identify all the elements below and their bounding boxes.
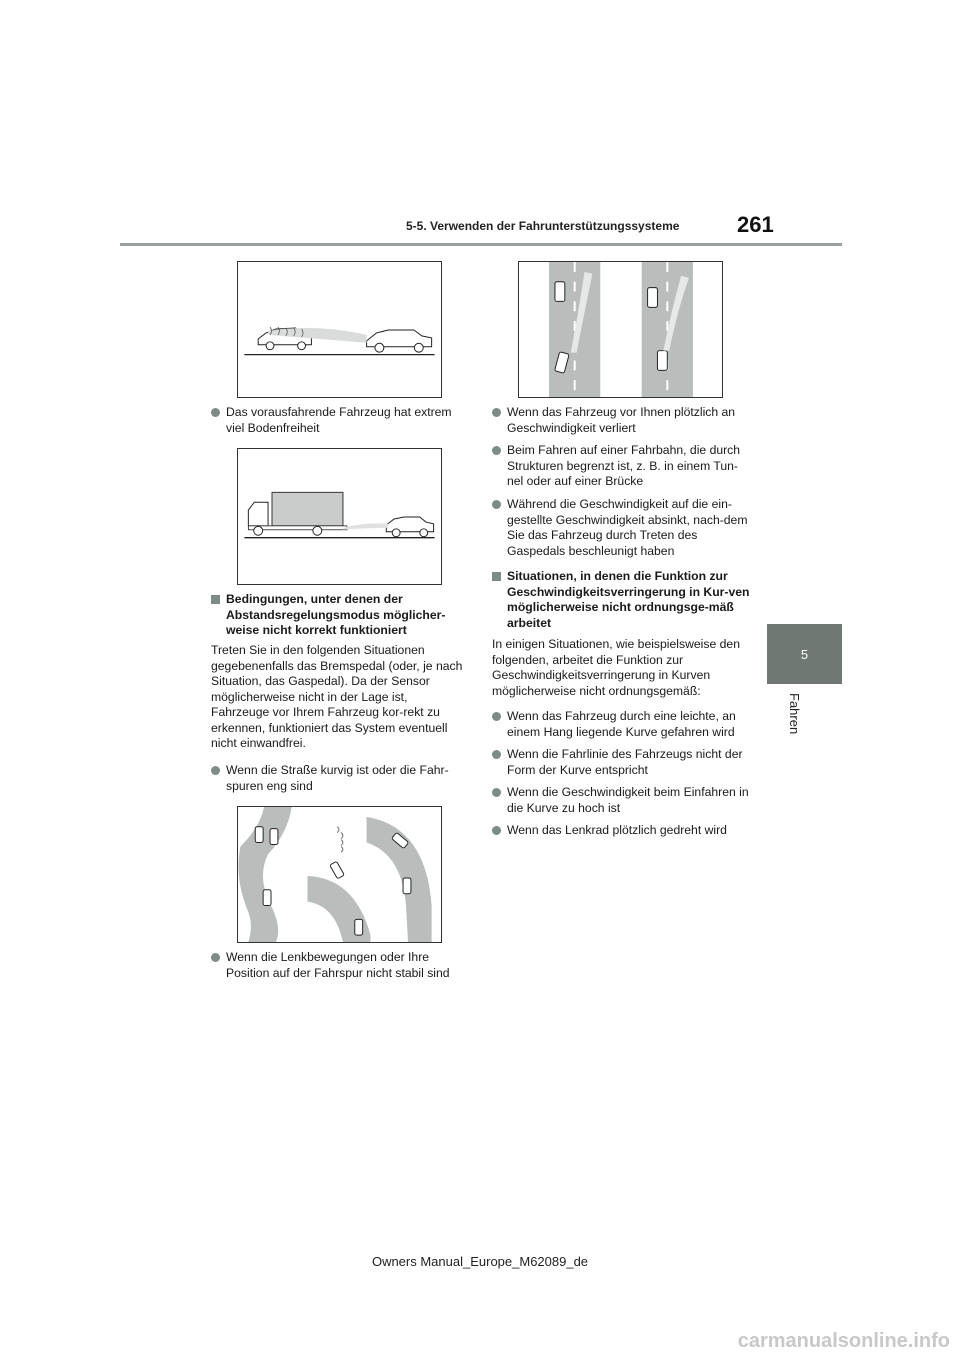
list-item: Das vorausfahrende Fahrzeug hat extrem viel Bodenfreiheit bbox=[211, 405, 469, 436]
curvy-roads-illustration bbox=[238, 807, 441, 942]
list-item: Wenn die Fahrlinie des Fahrzeugs nicht der Form der Kurve entspricht bbox=[492, 747, 754, 778]
sudden-slowdown-illustration bbox=[519, 262, 722, 397]
figure-truck-ahead bbox=[237, 448, 442, 585]
list-item: Beim Fahren auf einer Fahrbahn, die durch Strukturen begrenzt ist, z. B. in einem Tun-nel oder auf einer Brücke bbox=[492, 443, 754, 490]
watermark: carmanualsonline.info bbox=[737, 1330, 950, 1352]
chapter-label: Fahren bbox=[787, 693, 802, 735]
footer-manual-id: Owners Manual_Europe_M62089_de bbox=[371, 1254, 589, 1269]
list-item: Wenn die Straße kurvig ist oder die Fahr-spuren eng sind bbox=[211, 763, 469, 794]
bullet-icon bbox=[492, 750, 501, 759]
section-title: 5-5. Verwenden der Fahrunterstützungssysteme bbox=[406, 219, 680, 233]
list-item: Wenn die Geschwindigkeit beim Einfahren in die Kurve zu hoch ist bbox=[492, 785, 754, 816]
list-item: Wenn die Lenkbewegungen oder Ihre Position auf der Fahrspur nicht stabil sind bbox=[211, 950, 469, 981]
high-clearance-illustration bbox=[238, 262, 441, 397]
body-paragraph: In einigen Situationen, wie beispielsweise den folgenden, arbeitet die Funktion zur Geschwindigkeitsverringerung in Kurven möglicherweise nicht ordnungsgemäß: bbox=[492, 637, 740, 698]
bullet-icon bbox=[492, 408, 501, 417]
bullet-icon bbox=[492, 500, 501, 509]
chapter-tab: 5 bbox=[767, 624, 842, 684]
page-number: 261 bbox=[737, 212, 774, 237]
list-item: Während die Geschwindigkeit auf die ein-gestellte Geschwindigkeit absinkt, nach-dem Sie das Fahrzeug durch Treten des Gaspedals beschleunigt haben bbox=[492, 497, 754, 559]
square-bullet-icon bbox=[211, 595, 220, 604]
figure-high-clearance-vehicle bbox=[237, 261, 442, 398]
list-item: Wenn das Fahrzeug durch eine leichte, an einem Hang liegende Kurve gefahren wird bbox=[492, 709, 754, 740]
figure-sudden-slowdown bbox=[518, 261, 723, 398]
bullet-icon bbox=[492, 826, 501, 835]
bullet-icon bbox=[492, 712, 501, 721]
bullet-icon bbox=[211, 408, 220, 417]
header-divider bbox=[120, 243, 842, 246]
list-item: Wenn das Fahrzeug vor Ihnen plötzlich an Geschwindigkeit verliert bbox=[492, 405, 754, 436]
truck-illustration bbox=[238, 449, 441, 584]
list-item: Wenn das Lenkrad plötzlich gedreht wird bbox=[492, 823, 754, 839]
body-paragraph: Treten Sie in den folgenden Situationen gegebenenfalls das Bremspedal (oder, je nach Situation, das Gaspedal). Da der Sensor möglicherweise nicht in der Lage ist, Fahrzeuge vor Ihrem Fahrzeug kor-rekt zu erkennen, funktioniert das System eventuell nicht einwandfrei. bbox=[211, 643, 463, 750]
bullet-icon bbox=[492, 446, 501, 455]
bullet-icon bbox=[211, 766, 220, 775]
square-bullet-icon bbox=[492, 572, 501, 581]
bullet-icon bbox=[211, 953, 220, 962]
figure-curvy-roads bbox=[237, 806, 442, 943]
section-heading: Situationen, in denen die Funktion zur Geschwindigkeitsverringerung in Kur-ven möglicherweise nicht ordnungsge-mäß arbeitet bbox=[492, 569, 754, 631]
bullet-icon bbox=[492, 788, 501, 797]
section-heading: Bedingungen, unter denen der Abstandsregelungsmodus möglicher-weise nicht korrekt funktioniert bbox=[211, 592, 469, 639]
